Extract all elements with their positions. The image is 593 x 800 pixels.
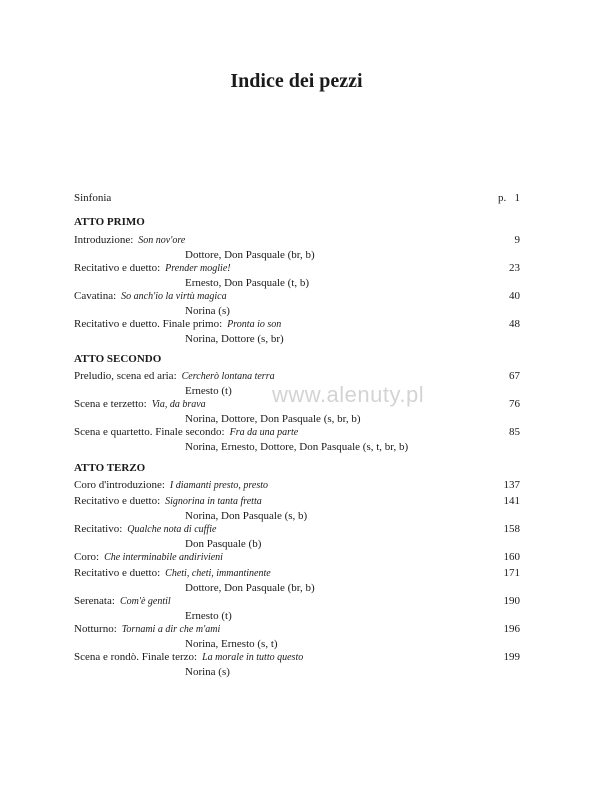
page-number: 196 — [503, 623, 520, 635]
page-number: 171 — [503, 567, 520, 579]
piece-title: Pronta io son — [227, 319, 282, 330]
section-heading-atto-secondo: ATTO SECONDO — [74, 353, 162, 365]
entry-type: Recitativo e duetto: — [74, 262, 161, 274]
toc-entry — [74, 650, 520, 679]
entry-roles: Norina, Dottore (s, br) — [185, 333, 284, 345]
watermark: www.alenuty.pl — [272, 382, 425, 407]
entry-roles: Norina (s) — [185, 305, 230, 317]
piece-title: Cercherò lontana terra — [181, 371, 275, 382]
piece-title: Qualche nota di cuffie — [127, 524, 217, 535]
entry-type: Coro: — [74, 551, 100, 563]
entry-type: Scena e quartetto. Finale secondo: — [74, 426, 225, 438]
piece-title: Tornami a dir che m'ami — [121, 624, 221, 635]
entry-type: Recitativo e duetto: — [74, 567, 161, 579]
toc-entry — [74, 317, 520, 346]
entry-roles: Ernesto, Don Pasquale (t, b) — [185, 277, 310, 289]
toc-entry — [74, 550, 520, 565]
page-number: 9 — [514, 234, 520, 246]
toc-entry — [74, 289, 520, 318]
piece-title: Com'è gentil — [119, 596, 171, 607]
toc-entry — [74, 622, 520, 651]
section-heading-atto-terzo: ATTO TERZO — [74, 462, 146, 474]
page-number: 190 — [503, 595, 520, 607]
toc-entry — [74, 566, 520, 595]
piece-title: Cheti, cheti, immantinente — [165, 568, 271, 579]
toc-entry — [74, 425, 520, 454]
piece-title: Signorina in tanta fretta — [165, 496, 262, 507]
piece-title: Via, da brava — [151, 399, 206, 410]
toc-entry — [74, 261, 520, 290]
page-number: 160 — [503, 551, 520, 563]
entry-type: Notturno: — [74, 623, 117, 635]
toc-entry-sinfonia — [74, 191, 520, 205]
entry-type: Scena e rondò. Finale terzo: — [74, 651, 198, 663]
entry-label: Sinfonia — [74, 192, 112, 204]
toc-entry — [74, 478, 520, 493]
page-number: 67 — [509, 370, 520, 382]
entry-type: Serenata: — [74, 595, 115, 607]
page-number: 40 — [509, 290, 520, 302]
toc-entry — [74, 233, 520, 262]
entry-type: Coro d'introduzione: — [74, 479, 165, 491]
page-number: 199 — [503, 651, 520, 663]
page-number: 158 — [503, 523, 520, 535]
piece-title: I diamanti presto, presto — [169, 480, 269, 491]
section-heading-atto-primo: ATTO PRIMO — [74, 216, 145, 228]
entry-type: Recitativo e duetto: — [74, 495, 161, 507]
piece-title: La morale in tutto questo — [202, 652, 304, 663]
entry-type: Scena e terzetto: — [74, 398, 147, 410]
page-number: p. 1 — [498, 192, 520, 204]
entry-type: Cavatina: — [74, 290, 117, 302]
toc-entry — [74, 494, 520, 523]
entry-roles: Norina, Ernesto, Dottore, Don Pasquale (s, t, br, b) — [185, 441, 409, 453]
toc-entry — [74, 594, 520, 623]
toc-entry — [74, 522, 520, 551]
piece-title: Che interminabile andirivieni — [104, 552, 223, 563]
entry-roles: Don Pasquale (b) — [185, 538, 262, 550]
entry-type: Recitativo: — [74, 523, 123, 535]
entry-roles: Norina, Dottore, Don Pasquale (s, br, b) — [185, 413, 361, 425]
piece-title: So anch'io la virtù magica — [121, 291, 227, 302]
piece-title: Son nov'ore — [138, 235, 186, 246]
page-number: 85 — [509, 426, 520, 438]
page-number: 137 — [503, 479, 520, 491]
entry-type: Introduzione: — [74, 234, 134, 246]
page-title: Indice dei pezzi — [230, 70, 363, 92]
piece-title: Prender moglie! — [165, 263, 231, 274]
entry-roles: Norina, Ernesto (s, t) — [185, 638, 278, 650]
piece-title: Fra da una parte — [229, 427, 299, 438]
entry-roles: Dottore, Don Pasquale (br, b) — [185, 249, 315, 261]
entry-roles: Ernesto (t) — [185, 610, 232, 622]
entry-type: Preludio, scena ed aria: — [74, 370, 177, 382]
entry-type: Recitativo e duetto. Finale primo: — [74, 318, 223, 330]
entry-roles: Norina, Don Pasquale (s, b) — [185, 510, 308, 522]
page-number: 141 — [503, 495, 520, 507]
page-number: 76 — [509, 398, 520, 410]
entry-roles: Ernesto (t) — [185, 385, 232, 397]
entry-roles: Dottore, Don Pasquale (br, b) — [185, 582, 315, 594]
page-number: 48 — [509, 318, 520, 330]
page-number: 23 — [509, 262, 520, 274]
entry-roles: Norina (s) — [185, 666, 230, 678]
